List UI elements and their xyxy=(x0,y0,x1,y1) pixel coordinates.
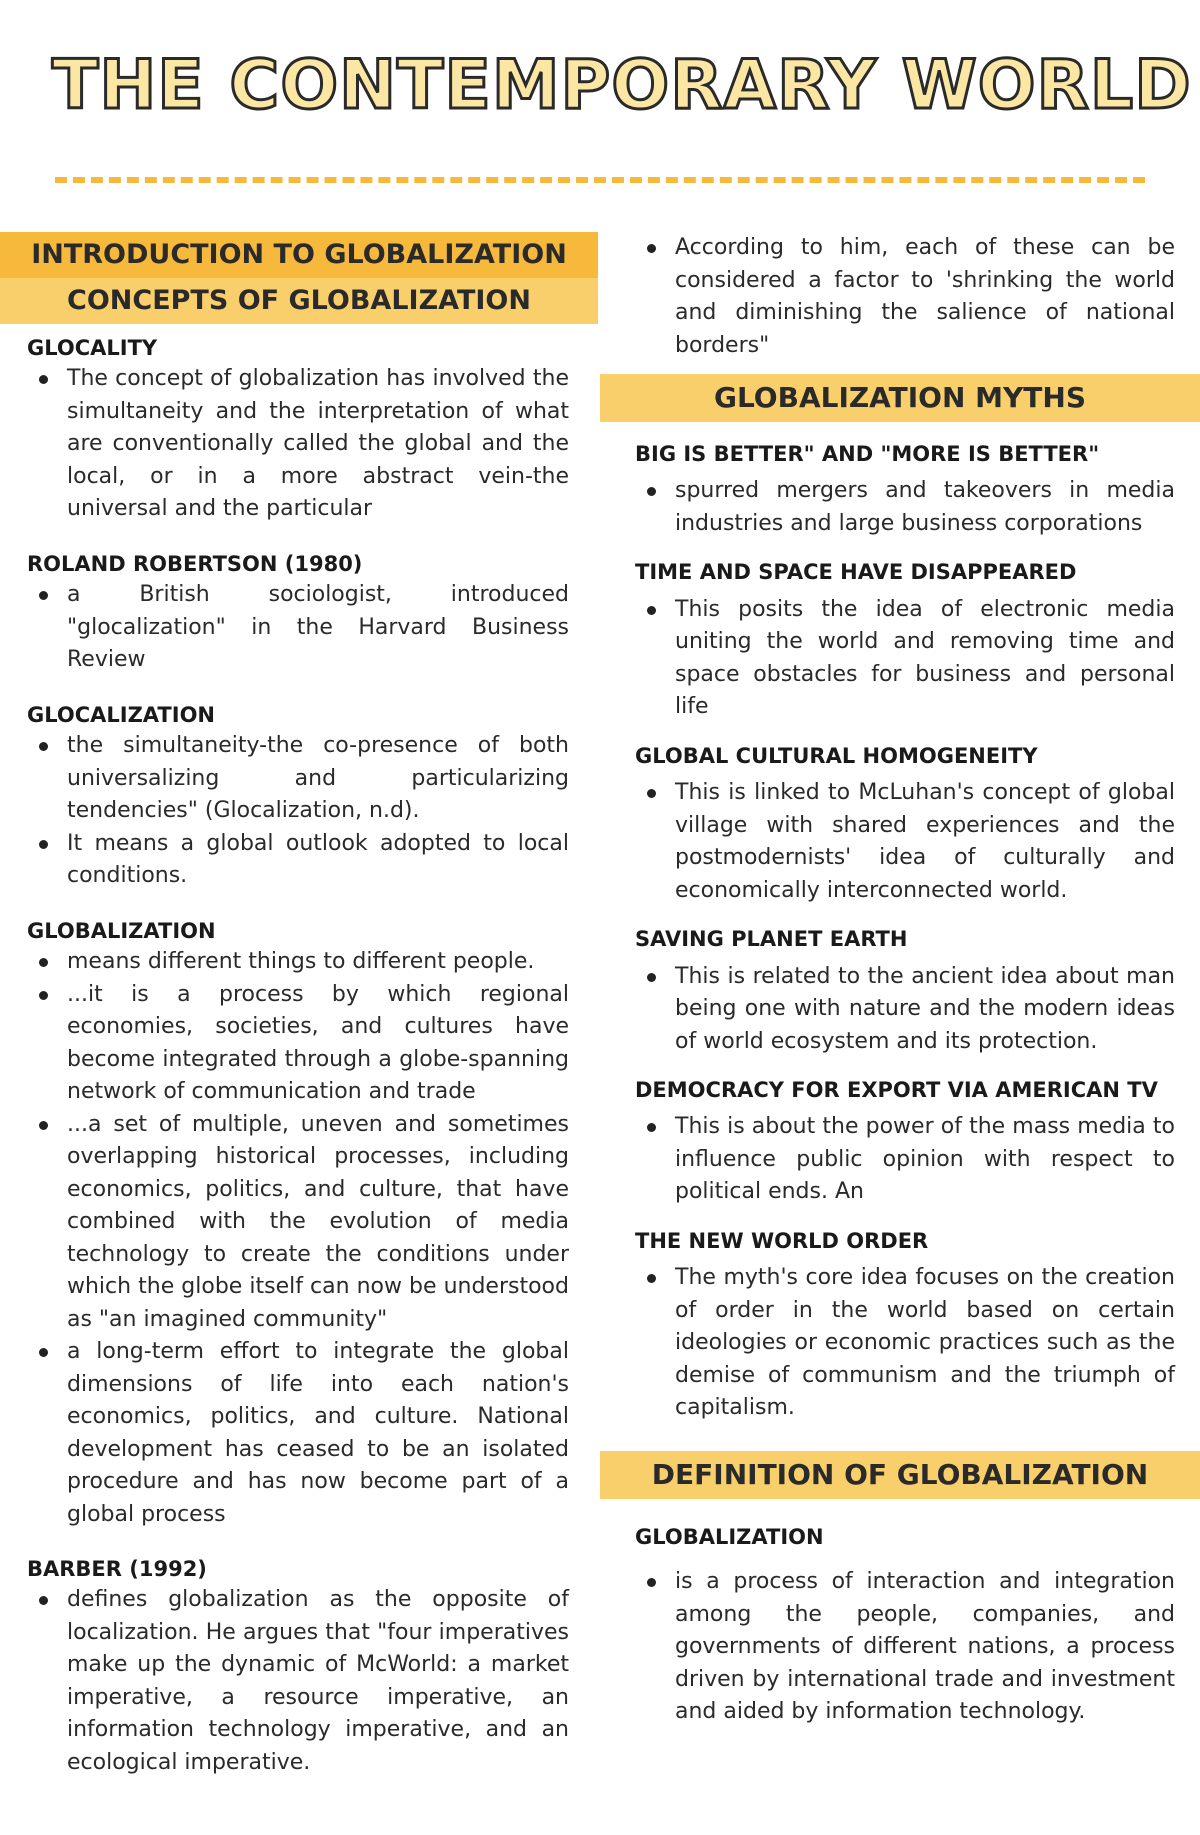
left-column xyxy=(0,232,598,1779)
heading-big-is-better: BIG IS BETTER" AND "MORE IS BETTER" xyxy=(635,442,1100,466)
right-column xyxy=(600,232,1200,1729)
right-myths-body xyxy=(600,422,1175,1425)
list-item: means different things to different people. xyxy=(27,946,569,979)
list-item: a British sociologist, introduced "glocalization" in the Harvard Business Review xyxy=(27,579,569,677)
list-item: This is about the power of the mass media to influence public opinion with respect to political ends. An xyxy=(635,1111,1175,1209)
list-glocalization xyxy=(27,730,569,893)
list-intro xyxy=(635,232,1175,362)
list-item: is a process of interaction and integration among the people, companies, and governments of different nations, a process driven by international trade and investment and aided by information technology. xyxy=(635,1566,1175,1729)
page-title: THE CONTEMPORARY WORLD xyxy=(52,46,1192,125)
list-definition xyxy=(635,1566,1175,1729)
list-item: the simultaneity-the co-presence of both universalizing and particularizing tendencies" (Glocalization, n.d). xyxy=(27,730,569,828)
right-definition-body xyxy=(600,1499,1175,1729)
list-time-and-space xyxy=(635,594,1175,724)
heading-glocalization: GLOCALIZATION xyxy=(27,702,215,727)
list-item: According to him, each of these can be considered a factor to 'shrinking the world and diminishing the salience of national borders" xyxy=(635,232,1175,362)
list-item: spurred mergers and takeovers in media industries and large business corporations xyxy=(635,475,1175,540)
section-band-definition: DEFINITION OF GLOBALIZATION xyxy=(600,1451,1200,1499)
heading-time-and-space: TIME AND SPACE HAVE DISAPPEARED xyxy=(635,560,1077,585)
list-saving-planet xyxy=(635,961,1175,1059)
list-globalization xyxy=(27,946,569,1531)
list-big-is-better xyxy=(635,475,1175,540)
list-item: This is related to the ancient idea about man being one with nature and the modern ideas of world ecosystem and its protection. xyxy=(635,961,1175,1059)
list-item: It means a global outlook adopted to local conditions. xyxy=(27,828,569,893)
list-item: This posits the idea of electronic media uniting the world and removing time and space obstacles for business and personal life xyxy=(635,594,1175,724)
list-item: defines globalization as the opposite of localization. He argues that "four imperatives make up the dynamic of McWorld: a market imperative, a resource imperative, an information technology imperative, and an ecological imperative. xyxy=(27,1584,569,1779)
heading-roland-robertson: ROLAND ROBERTSON (1980) xyxy=(27,551,363,576)
list-cultural-homogeneity xyxy=(635,777,1175,907)
section-band-myths: GLOBALIZATION MYTHS xyxy=(600,374,1200,422)
heading-globalization: GLOBALIZATION xyxy=(27,918,216,943)
right-intro xyxy=(600,232,1175,362)
heading-glocality: GLOCALITY xyxy=(27,336,158,360)
list-barber xyxy=(27,1584,569,1779)
list-item: ...a set of multiple, uneven and sometimes overlapping historical processes, including economics, politics, and culture, that have combined with the evolution of media technology to create the conditions under which the globe itself can now be understood as "an imagined community" xyxy=(27,1109,569,1337)
section-band-concepts: CONCEPTS OF GLOBALIZATION xyxy=(0,278,598,324)
list-item: The concept of globalization has involved the simultaneity and the interpretation of what are conventionally called the global and the local, or in a more abstract vein-the universal and the particular xyxy=(27,363,569,526)
list-item: ...it is a process by which regional economies, societies, and cultures have become integrated through a globe-spanning network of communication and trade xyxy=(27,979,569,1109)
dashed-divider xyxy=(55,177,1145,183)
left-body xyxy=(0,324,569,1779)
heading-saving-planet: SAVING PLANET EARTH xyxy=(635,927,908,952)
list-roland-robertson xyxy=(27,579,569,677)
heading-definition-globalization: GLOBALIZATION xyxy=(635,1524,824,1549)
list-democracy-export xyxy=(635,1111,1175,1209)
heading-barber: BARBER (1992) xyxy=(27,1557,207,1582)
heading-democracy-export: DEMOCRACY FOR EXPORT VIA AMERICAN TV xyxy=(635,1078,1158,1103)
heading-new-world-order: THE NEW WORLD ORDER xyxy=(635,1228,929,1253)
list-item: This is linked to McLuhan's concept of global village with shared experiences and the postmodernists' idea of culturally and economically interconnected world. xyxy=(635,777,1175,907)
list-item: The myth's core idea focuses on the creation of order in the world based on certain ideologies or economic practices such as the demise of communism and the triumph of capitalism. xyxy=(635,1262,1175,1425)
section-band-introduction: INTRODUCTION TO GLOBALIZATION xyxy=(0,232,598,278)
list-glocality xyxy=(27,363,569,526)
heading-cultural-homogeneity: GLOBAL CULTURAL HOMOGENEITY xyxy=(635,743,1038,768)
list-new-world-order xyxy=(635,1262,1175,1425)
list-item: a long-term effort to integrate the global dimensions of life into each nation's economics, politics, and culture. National development has ceased to be an isolated procedure and has now become part of a global process xyxy=(27,1336,569,1531)
